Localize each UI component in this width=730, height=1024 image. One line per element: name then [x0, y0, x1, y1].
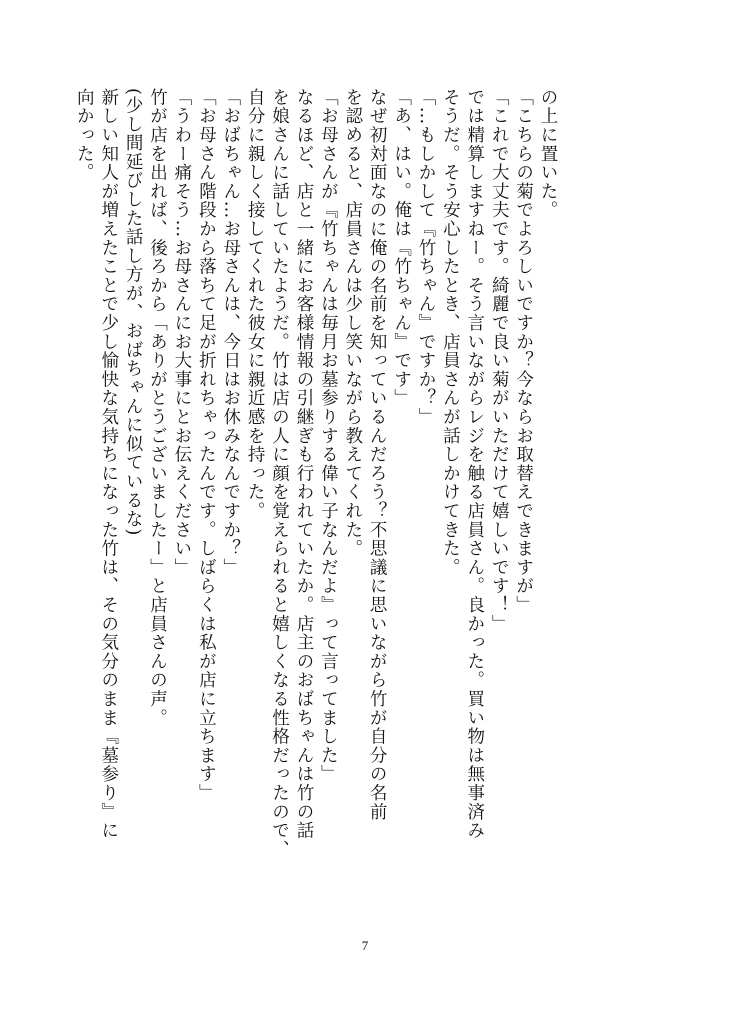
text-line: 「うわー痛そう…お母さんにお大事にとお伝えください」 [171, 88, 192, 577]
vertical-text-body [74, 88, 560, 908]
text-line: 「これで大丈夫です。綺麗で良い菊がいただけて嬉しいです！」 [489, 88, 510, 634]
text-line: なるほど、店と一緒にお客様情報の引継ぎも行われていたか。店主のおばちゃんは竹の話 [293, 88, 314, 840]
text-line: 「お母さん階段から落ちて足が折れちゃったんです。しばらくは私が店に立ちます」 [196, 88, 217, 803]
text-line: 自分に親しく接してくれた彼女に親近感を持った。 [245, 88, 266, 521]
text-line: (少し間延びした話し方が、おばちゃんに似ているな) [123, 88, 144, 537]
text-line: を認めると、店員さんは少し笑いながら教えてくれた。 [342, 88, 363, 558]
text-line: 竹が店を出れば、後ろから「ありがとうございましたー」と店員さんの声。 [147, 88, 168, 728]
text-line: 新しい知人が増えたことで少し愉快な気持ちになった竹は、その気分のまま『墓参り』に [98, 88, 119, 840]
text-line: なぜ初対面なのに俺の名前を知っているんだろう？不思議に思いながら竹が自分の名前 [367, 88, 388, 822]
text-line: 「こちらの菊でよろしいですか？今ならお取替えできますが」 [513, 88, 534, 615]
text-line: そうだ。そう安心したとき、店員さんが話しかけてきた。 [440, 88, 461, 577]
text-line: の上に置いた。 [538, 88, 558, 220]
text-line: 「…もしかして『竹ちゃん』ですか？」 [415, 88, 436, 427]
text-line: 「あ、はい。俺は『竹ちゃん』です」 [391, 88, 412, 408]
text-line: 「お母さんが『竹ちゃんは毎月お墓参りする偉い子なんだよ』って言ってました」 [318, 88, 339, 784]
text-line: を娘さんに話していたようだ。竹は店の人に顔を覚えられると嬉しくなる性格だったので、 [269, 88, 290, 859]
text-line: 向かった。 [74, 88, 95, 182]
page-number: 7 [361, 938, 369, 953]
text-line: 「おばちゃん…お母さんは、今日はお休みなんですか？」 [220, 88, 241, 577]
text-line: では精算しますねー。そう言いながらレジを触る店員さん。良かった。買い物は無事済み [464, 88, 485, 840]
